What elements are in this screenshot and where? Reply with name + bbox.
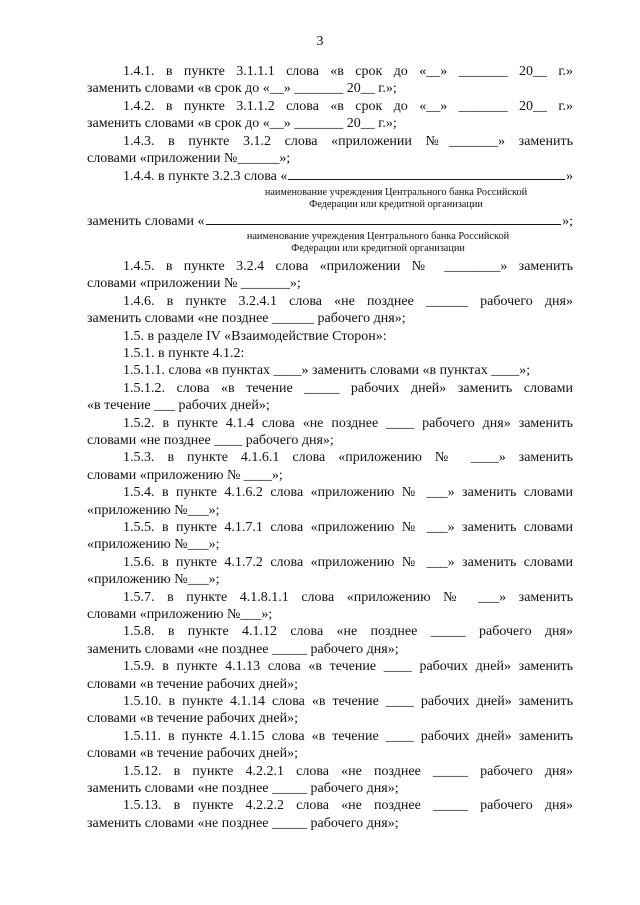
- paragraph-continuation: «приложению №___»;: [87, 502, 220, 518]
- paragraph-text: заменить словами «: [87, 213, 205, 229]
- paragraph-text: »;: [562, 213, 573, 229]
- paragraph-continuation: «приложению №___»;: [87, 537, 220, 553]
- paragraph-1-4-4-replacement: [87, 212, 573, 230]
- paragraph-line: 1.4.6. в пункте 3.2.4.1 слова «не позднее ______ рабочего дня»: [123, 293, 573, 309]
- paragraph-line: 1.5.2. в пункте 4.1.4 слова «не позднее ____ рабочего дня» заменить: [123, 415, 573, 431]
- paragraph-line: 1.4.2. в пункте 3.1.1.2 слова «в срок до «__» _______ 20__ г.»: [123, 98, 573, 114]
- paragraph-continuation: словами «не позднее ____ рабочего дня»;: [87, 432, 334, 448]
- paragraph-line: 1.5.9. в пункте 4.1.13 слова «в течение ____ рабочих дней» заменить: [123, 659, 573, 675]
- field-caption: наименование учреждения Центрального банка Российской Федерации или кредитной организации: [246, 231, 510, 255]
- paragraph-line: 1.5.1.2. слова «в течение _____ рабочих дней» заменить словами: [123, 380, 573, 396]
- paragraph-continuation: словами «приложении № _______»;: [87, 276, 301, 292]
- paragraph-continuation: словами «приложению №___»;: [87, 607, 273, 622]
- paragraph-line: 1.4.1. в пункте 3.1.1.1 слова «в срок до «__» _______ 20__ г.»: [123, 64, 573, 79]
- paragraph-line: 1.5.6. в пункте 4.1.7.2 слова «приложению № ___» заменить словами: [123, 554, 573, 570]
- paragraph-text: 1.4.4. в пункте 3.2.3 слова «: [123, 169, 288, 185]
- paragraph-line: 1.5.1.1. слова «в пунктах ____» заменить словами «в пунктах ____»;: [123, 363, 531, 379]
- paragraph-continuation: словами «в течение рабочих дней»;: [87, 676, 298, 692]
- paragraph-line: 1.5.12. в пункте 4.2.2.1 слова «не позднее _____ рабочего дня»: [123, 763, 573, 779]
- paragraph-continuation: заменить словами «в срок до «__» _______ 20__ г.»;: [87, 81, 397, 97]
- page-number: 3: [316, 34, 324, 49]
- paragraph-continuation: заменить словами «не позднее _____ рабочего дня»;: [87, 641, 399, 657]
- paragraph-1-4-4: [87, 167, 573, 185]
- paragraph-line: 1.5.4. в пункте 4.1.6.2 слова «приложению № ___» заменить словами: [123, 485, 573, 501]
- paragraph-continuation: заменить словами «в срок до «__» _______ 20__ г.»;: [87, 116, 397, 132]
- paragraph-line: 1.5.7. в пункте 4.1.8.1.1 слова «приложению № ___» заменить: [123, 589, 573, 605]
- blank-line: [288, 167, 565, 180]
- paragraph-continuation: заменить словами «не позднее _____ рабочего дня»;: [87, 815, 399, 831]
- document-body: [87, 63, 573, 832]
- paragraphs-block-1: [87, 63, 573, 167]
- paragraph-continuation: словами «в течение рабочих дней»;: [87, 746, 298, 762]
- paragraph-line: 1.5.5. в пункте 4.1.7.1 слова «приложению № ___» заменить словами: [123, 519, 573, 535]
- paragraph-continuation: словами «приложению № ____»;: [87, 467, 283, 483]
- paragraph-continuation: словами «в течение рабочих дней»;: [87, 711, 298, 727]
- paragraph-line: 1.4.3. в пункте 3.1.2 слова «приложении №_______» заменить: [123, 133, 573, 149]
- paragraphs-block-2: [87, 258, 573, 832]
- paragraph-line: 1.5.11. в пункте 4.1.15 слова «в течение ____ рабочих дней» заменить: [123, 728, 573, 744]
- paragraph-continuation: «приложению №___»;: [87, 572, 220, 588]
- paragraph-text: »: [566, 169, 573, 185]
- paragraph-line: 1.5.3. в пункте 4.1.6.1 слова «приложению № ____» заменить: [123, 450, 573, 466]
- paragraph-line: 1.5.1. в пункте 4.1.2:: [123, 345, 245, 361]
- paragraph-continuation: «в течение ___ рабочих дней»;: [87, 398, 270, 414]
- blank-line: [206, 212, 562, 225]
- paragraph-line: 1.5.10. в пункте 4.1.14 слова «в течение ____ рабочих дней» заменить: [123, 694, 573, 710]
- paragraph-line: 1.5.13. в пункте 4.2.2.2 слова «не позднее _____ рабочего дня»: [123, 798, 573, 814]
- paragraph-continuation: словами «приложении №______»;: [87, 151, 291, 167]
- paragraph-continuation: заменить словами «не позднее ______ рабочего дня»;: [87, 311, 406, 327]
- paragraph-line: 1.4.5. в пункте 3.2.4 слова «приложении № ________» заменить: [123, 258, 573, 274]
- paragraph-line: 1.5.8. в пункте 4.1.12 слова «не позднее _____ рабочего дня»: [123, 624, 573, 640]
- paragraph-line: 1.5. в разделе IV «Взаимодействие Сторон»:: [123, 328, 387, 344]
- field-caption: наименование учреждения Центрального банка Российской Федерации или кредитной организации: [264, 186, 528, 211]
- paragraph-continuation: заменить словами «не позднее _____ рабочего дня»;: [87, 781, 399, 797]
